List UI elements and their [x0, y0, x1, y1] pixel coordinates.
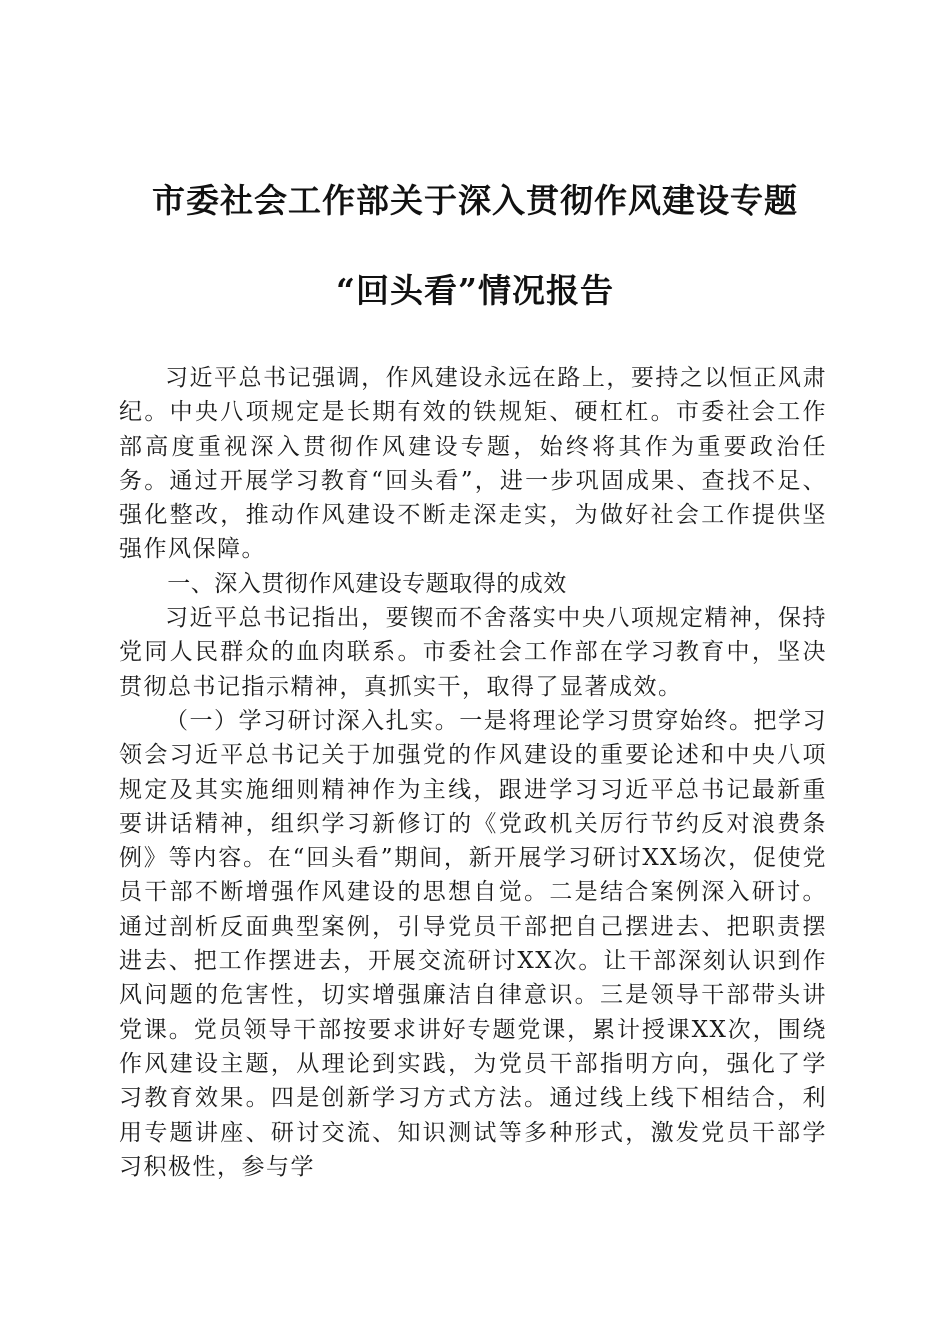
document-title-line-1: 市委社会工作部关于深入贯彻作风建设专题: [152, 181, 798, 220]
document-body: [119, 361, 827, 1184]
section-heading-1: 一、深入贯彻作风建设专题取得的成效: [167, 570, 567, 597]
subsection-1-paragraph: （一）学习研讨深入扎实。一是将理论学习贯穿始终。把学习领会习近平总书记关于加强党的作风建设的重要论述和中央八项规定及其实施细则精神作为主线，跟进学习习近平总书记最新重要讲话精神，组织学习新修订的《党政机关厉行节约反对浪费条例》等内容。在“回头看”期间，新开展学习研讨XX场次，促使党员干部不断增强作风建设的思想自觉。二是结合案例深入研讨。通过剖析反面典型案例，引导党员干部把自己摆进去、把职责摆进去、把工作摆进去，开展交流研讨XX次。让干部深刻认识到作风问题的危害性，切实增强廉洁自律意识。三是领导干部带头讲党课。党员领导干部按要求讲好专题党课，累计授课XX次，围绕作风建设主题，从理论到实践，为党员干部指明方向，强化了学习教育效果。四是创新学习方式方法。通过线上线下相结合，利用专题讲座、研讨交流、知识测试等多种形式，激发党员干部学习积极性，参与学: [119, 707, 827, 1180]
intro-paragraph: 习近平总书记强调，作风建设永远在路上，要持之以恒正风肃纪。中央八项规定是长期有效的铁规矩、硬杠杠。市委社会工作部高度重视深入贯彻作风建设专题，始终将其作为重要政治任务。通过开展学习教育“回头看”，进一步巩固成果、查找不足、强化整改，推动作风建设不断走深走实，为做好社会工作提供坚强作风保障。: [119, 365, 827, 563]
section-1-paragraph: 习近平总书记指出，要锲而不舍落实中央八项规定精神，保持党同人民群众的血肉联系。市委社会工作部在学习教育中，坚决贯彻总书记指示精神，真抓实干，取得了显著成效。: [119, 605, 827, 700]
document-title-line-2: “回头看”情况报告: [336, 271, 614, 310]
